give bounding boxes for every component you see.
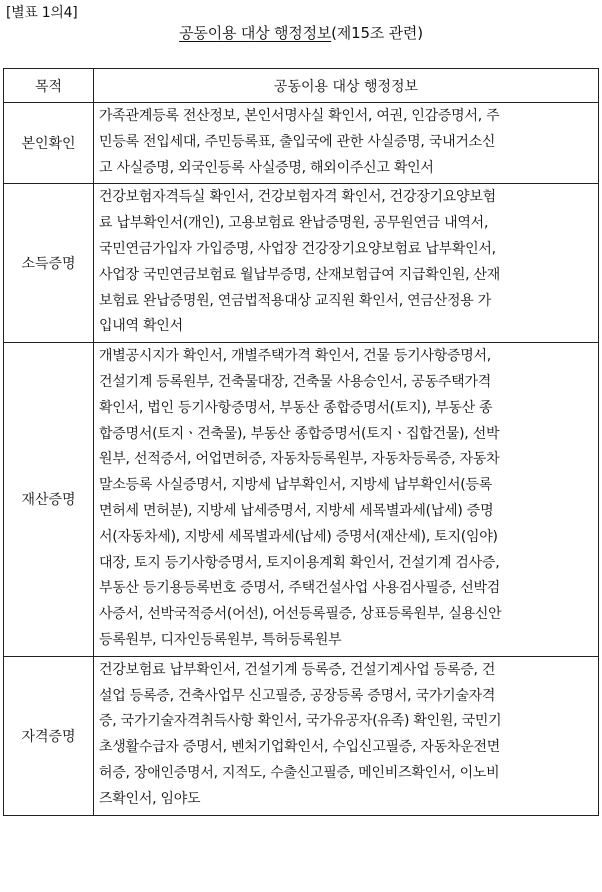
- row-purpose: 소득증명: [4, 184, 94, 343]
- info-text-line: 설업 등록증, 건축사업무 신고필증, 공장등록 증명서, 국가기술자격: [99, 687, 496, 704]
- info-text-line: 원부, 선적증서, 어업면허증, 자동차등록원부, 자동차등록증, 자동차: [99, 451, 500, 468]
- row-purpose: 본인확인: [4, 103, 94, 184]
- info-text-line: 사증서, 선박국적증서(어선), 어선등록필증, 상표등록원부, 실용신안: [99, 606, 502, 623]
- info-text-line: 등록원부, 디자인등록원부, 특허등록원부: [99, 631, 342, 648]
- info-text-line: 부동산 등기용등록번호 증명서, 주택건설사업 사용검사필증, 선박검: [99, 580, 501, 597]
- row-info: [94, 103, 599, 184]
- info-table: [3, 68, 599, 816]
- document-title: [0, 22, 602, 43]
- row-info: [94, 343, 599, 657]
- info-text-line: 초생활수급자 증명서, 벤처기업확인서, 수입신고필증, 자동차운전면: [99, 739, 501, 756]
- info-text-line: 면허세 면허분), 지방세 납세증명서, 지방세 세목별과세(납세) 증명: [99, 502, 494, 519]
- table-row: [4, 184, 599, 343]
- info-text-line: 대장, 토지 등기사항증명서, 토지이용계획 확인서, 건설기계 검사증,: [99, 554, 500, 571]
- info-text-line: 확인서, 법인 등기사항증명서, 부동산 종합증명서(토지), 부동산 종: [99, 399, 493, 416]
- annex-label: [별표 1의4]: [6, 5, 78, 21]
- table-header-row: [4, 69, 599, 103]
- info-text-line: 건설기계 등록원부, 건축물대장, 건축물 사용승인서, 공동주택가격: [99, 373, 491, 390]
- info-text-line: 개별공시지가 확인서, 개별주택가격 확인서, 건물 등기사항증명서,: [99, 348, 491, 365]
- info-text-line: 입내역 확인서: [99, 318, 183, 335]
- info-text-line: 보험료 완납증명원, 연금법적용대상 교직원 확인서, 연금산정용 가: [99, 292, 491, 309]
- info-text-line: 건강보험료 납부확인서, 건설기계 등록증, 건설기계사업 등록증, 건: [99, 661, 496, 678]
- table-row: [4, 343, 599, 657]
- info-text-line: 사업장 국민연금보험료 월납부증명, 산재보험급여 지급확인원, 산재: [99, 266, 501, 283]
- table-row: [4, 656, 599, 815]
- info-text-line: 국민연금가입자 가입증명, 사업장 건강장기요양보험료 납부확인서,: [99, 240, 496, 257]
- info-text-line: 민등록 전입세대, 주민등록표, 출입국에 관한 사실증명, 국내거소신: [99, 133, 496, 150]
- info-text-line: 가족관계등록 전산정보, 본인서명사실 확인서, 여권, 인감증명서, 주: [99, 108, 500, 124]
- info-text-line: 서(자동차세), 지방세 세목별과세(납세) 증명서(재산세), 토지(임야): [99, 528, 498, 545]
- table-row: [4, 103, 599, 184]
- info-text-line: 료 납부확인서(개인), 고용보험료 완납증명원, 공무원연금 내역서,: [99, 215, 489, 232]
- header-purpose: 목적: [4, 69, 94, 103]
- document-title-suffix: (제15조 관련): [331, 24, 423, 42]
- info-text-line: 합증명서(토지ㆍ건축물), 부동산 종합증명서(토지ㆍ집합건물), 선박: [99, 425, 500, 442]
- table-body: [4, 103, 599, 816]
- header-info: 공동이용 대상 행정정보: [94, 69, 599, 103]
- document-title-main: 공동이용 대상 행정정보: [179, 24, 332, 42]
- row-info: [94, 656, 599, 815]
- info-text-line: 건강보험자격득실 확인서, 건강보험자격 확인서, 건강장기요양보험: [99, 189, 496, 206]
- row-purpose: 자격증명: [4, 656, 94, 815]
- info-text-line: 말소등록 사실증명서, 지방세 납부확인서, 지방세 납부확인서(등록: [99, 477, 493, 494]
- row-purpose: 재산증명: [4, 343, 94, 657]
- row-info: [94, 184, 599, 343]
- info-text-line: 증, 국가기술자격취득사항 확인서, 국가유공자(유족) 확인원, 국민기: [99, 713, 502, 730]
- info-text-line: 고 사실증명, 외국인등록 사실증명, 해외이주신고 확인서: [99, 159, 434, 176]
- info-text-line: 즈확인서, 임야도: [99, 790, 201, 807]
- info-text-line: 허증, 장애인증명서, 지적도, 수출신고필증, 메인비즈확인서, 이노비: [99, 764, 500, 781]
